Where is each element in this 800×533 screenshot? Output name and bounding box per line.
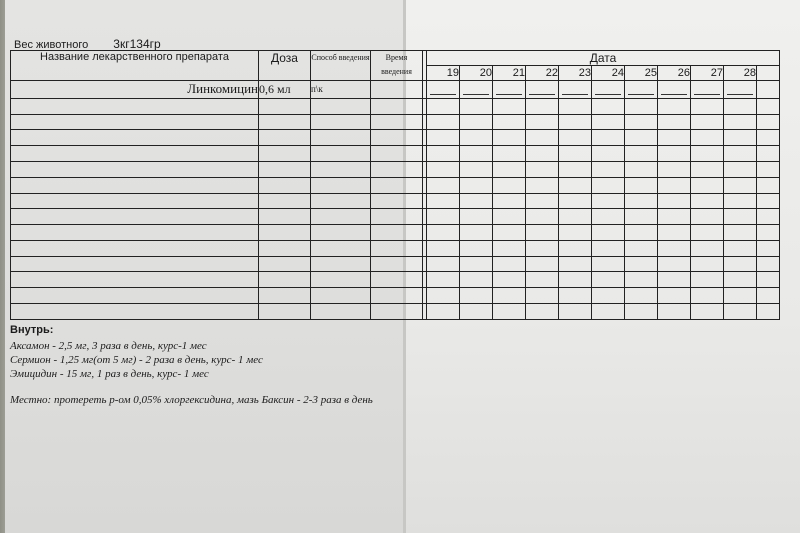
empty-cell [559, 209, 592, 225]
empty-cell [493, 256, 526, 272]
empty-cell [259, 272, 311, 288]
table-row [11, 304, 780, 320]
empty-cell [724, 162, 757, 178]
notes-local: Местно: протереть р-ом 0,05% хлоргексидина, мазь Баксин - 2-3 раза в день [10, 394, 373, 406]
empty-cell [724, 240, 757, 256]
empty-cell [658, 225, 691, 241]
empty-cell [592, 98, 625, 114]
empty-cell [691, 240, 724, 256]
header-day: 26 [658, 66, 691, 81]
table-row [11, 209, 780, 225]
empty-cell [427, 130, 460, 146]
table-row [11, 146, 780, 162]
empty-cell [526, 272, 559, 288]
empty-cell [493, 288, 526, 304]
empty-cell [460, 146, 493, 162]
empty-cell [559, 146, 592, 162]
empty-cell [371, 209, 423, 225]
empty-cell [592, 162, 625, 178]
header-day: 27 [691, 66, 724, 81]
empty-cell [427, 146, 460, 162]
empty-cell [757, 146, 780, 162]
empty-cell [592, 240, 625, 256]
day-mark-cell [592, 81, 625, 99]
empty-cell [259, 304, 311, 320]
empty-cell [724, 256, 757, 272]
empty-cell [757, 272, 780, 288]
empty-cell [724, 209, 757, 225]
empty-cell [259, 288, 311, 304]
empty-cell [592, 146, 625, 162]
empty-cell [724, 225, 757, 241]
empty-cell [724, 288, 757, 304]
empty-cell [658, 272, 691, 288]
empty-cell [259, 98, 311, 114]
empty-cell [757, 240, 780, 256]
header-time: Время введения [371, 51, 423, 81]
empty-cell [259, 193, 311, 209]
empty-cell [757, 288, 780, 304]
empty-cell [592, 288, 625, 304]
empty-cell [625, 272, 658, 288]
empty-cell [427, 240, 460, 256]
empty-cell [11, 240, 259, 256]
empty-cell [559, 240, 592, 256]
day-mark-cell [493, 81, 526, 99]
empty-cell [311, 240, 371, 256]
empty-cell [625, 256, 658, 272]
empty-cell [493, 146, 526, 162]
empty-cell [371, 240, 423, 256]
empty-cell [371, 304, 423, 320]
header-day: 24 [592, 66, 625, 81]
empty-cell [371, 98, 423, 114]
animal-weight [14, 37, 161, 51]
empty-cell [526, 240, 559, 256]
empty-cell [311, 193, 371, 209]
empty-cell [259, 162, 311, 178]
empty-cell [11, 193, 259, 209]
empty-cell [625, 240, 658, 256]
table-row [11, 256, 780, 272]
empty-cell [427, 193, 460, 209]
empty-cell [311, 272, 371, 288]
empty-cell [592, 209, 625, 225]
table-row [11, 130, 780, 146]
empty-cell [757, 114, 780, 130]
empty-cell [625, 130, 658, 146]
empty-cell [371, 193, 423, 209]
empty-cell [691, 304, 724, 320]
empty-cell [691, 272, 724, 288]
empty-cell [259, 256, 311, 272]
empty-cell [691, 98, 724, 114]
empty-cell [757, 98, 780, 114]
empty-cell [493, 98, 526, 114]
weight-label: Вес животного [14, 39, 89, 51]
header-route: Способ введения [311, 51, 371, 81]
empty-cell [526, 177, 559, 193]
empty-cell [526, 98, 559, 114]
empty-cell [259, 209, 311, 225]
table-row [11, 240, 780, 256]
dose-cell: 0,6 мл [259, 81, 311, 99]
empty-cell [371, 177, 423, 193]
empty-cell [460, 162, 493, 178]
empty-cell [427, 256, 460, 272]
day-mark-cell [625, 81, 658, 99]
empty-cell [493, 114, 526, 130]
empty-cell [559, 272, 592, 288]
empty-cell [311, 209, 371, 225]
empty-cell [427, 272, 460, 288]
empty-cell [11, 256, 259, 272]
table-row [11, 272, 780, 288]
empty-cell [11, 209, 259, 225]
empty-cell [427, 114, 460, 130]
empty-cell [259, 177, 311, 193]
table-row [11, 177, 780, 193]
empty-cell [691, 114, 724, 130]
day-cell [757, 81, 780, 99]
empty-cell [371, 114, 423, 130]
empty-cell [691, 162, 724, 178]
header-day: 20 [460, 66, 493, 81]
empty-cell [11, 304, 259, 320]
header-date: Дата [427, 51, 780, 66]
notes-line: Сермион - 1,25 мг(от 5 мг) - 2 раза в день, курс- 1 мес [10, 354, 263, 366]
empty-cell [11, 98, 259, 114]
empty-cell [691, 225, 724, 241]
empty-cell [658, 240, 691, 256]
empty-cell [371, 130, 423, 146]
empty-cell [526, 225, 559, 241]
empty-cell [724, 304, 757, 320]
empty-cell [625, 146, 658, 162]
empty-cell [11, 272, 259, 288]
empty-cell [592, 130, 625, 146]
empty-cell [691, 209, 724, 225]
empty-cell [427, 304, 460, 320]
empty-cell [493, 162, 526, 178]
empty-cell [526, 193, 559, 209]
empty-cell [11, 162, 259, 178]
day-mark-cell [559, 81, 592, 99]
table-row [11, 98, 780, 114]
empty-cell [691, 177, 724, 193]
treatment-notes [10, 323, 530, 407]
empty-cell [460, 288, 493, 304]
empty-cell [559, 225, 592, 241]
empty-cell [311, 256, 371, 272]
empty-cell [460, 209, 493, 225]
empty-cell [592, 193, 625, 209]
day-mark-cell [460, 81, 493, 99]
empty-cell [11, 146, 259, 162]
empty-cell [757, 209, 780, 225]
empty-cell [658, 193, 691, 209]
empty-cell [259, 146, 311, 162]
weight-value: 3кг134гр [113, 37, 161, 51]
empty-cell [371, 225, 423, 241]
empty-cell [757, 177, 780, 193]
empty-cell [11, 225, 259, 241]
empty-cell [592, 304, 625, 320]
empty-cell [691, 193, 724, 209]
empty-cell [559, 288, 592, 304]
header-day: 21 [493, 66, 526, 81]
empty-cell [724, 272, 757, 288]
empty-cell [460, 130, 493, 146]
empty-cell [526, 146, 559, 162]
empty-cell [311, 146, 371, 162]
empty-cell [625, 114, 658, 130]
empty-cell [526, 288, 559, 304]
empty-cell [259, 225, 311, 241]
empty-cell [460, 177, 493, 193]
empty-cell [493, 225, 526, 241]
empty-cell [559, 256, 592, 272]
empty-cell [493, 304, 526, 320]
header-day: 28 [724, 66, 757, 81]
empty-cell [493, 240, 526, 256]
empty-cell [526, 256, 559, 272]
empty-cell [592, 225, 625, 241]
empty-cell [592, 114, 625, 130]
empty-cell [559, 162, 592, 178]
empty-cell [592, 256, 625, 272]
empty-cell [259, 130, 311, 146]
empty-cell [625, 162, 658, 178]
empty-cell [259, 114, 311, 130]
empty-cell [460, 114, 493, 130]
empty-cell [427, 225, 460, 241]
empty-cell [592, 177, 625, 193]
empty-cell [11, 177, 259, 193]
medication-table [10, 50, 780, 320]
empty-cell [427, 98, 460, 114]
empty-cell [526, 304, 559, 320]
empty-cell [658, 256, 691, 272]
empty-cell [691, 288, 724, 304]
empty-cell [757, 256, 780, 272]
empty-cell [311, 114, 371, 130]
empty-cell [427, 209, 460, 225]
empty-cell [625, 225, 658, 241]
empty-cell [724, 130, 757, 146]
empty-cell [625, 304, 658, 320]
empty-cell [592, 272, 625, 288]
empty-cell [427, 288, 460, 304]
empty-cell [658, 114, 691, 130]
empty-cell [559, 177, 592, 193]
empty-cell [11, 114, 259, 130]
empty-cell [559, 304, 592, 320]
empty-cell [724, 193, 757, 209]
empty-cell [658, 177, 691, 193]
empty-cell [427, 162, 460, 178]
empty-cell [625, 193, 658, 209]
empty-cell [724, 146, 757, 162]
notes-heading: Внутрь: [10, 324, 54, 336]
drug-name-cell: Линкомицин [11, 81, 259, 99]
empty-cell [311, 288, 371, 304]
empty-cell [493, 272, 526, 288]
header-day-blank [757, 66, 780, 81]
empty-cell [311, 130, 371, 146]
empty-cell [757, 304, 780, 320]
empty-cell [311, 98, 371, 114]
table-row [11, 114, 780, 130]
empty-cell [460, 272, 493, 288]
empty-cell [724, 98, 757, 114]
empty-cell [658, 146, 691, 162]
empty-cell [493, 130, 526, 146]
empty-cell [427, 177, 460, 193]
header-dose: Доза [259, 51, 311, 81]
empty-cell [371, 256, 423, 272]
empty-cell [493, 209, 526, 225]
empty-cell [311, 304, 371, 320]
empty-cell [371, 288, 423, 304]
notes-line: Аксамон - 2,5 мг, 3 раза в день, курс-1 мес [10, 340, 207, 352]
table-row [11, 162, 780, 178]
day-mark-cell [724, 81, 757, 99]
empty-cell [259, 240, 311, 256]
notes-line: Эмицидин - 15 мг, 1 раз в день, курс- 1 мес [10, 368, 209, 380]
day-mark-cell [658, 81, 691, 99]
empty-cell [460, 225, 493, 241]
empty-cell [311, 177, 371, 193]
header-day: 22 [526, 66, 559, 81]
empty-cell [460, 240, 493, 256]
empty-cell [460, 98, 493, 114]
empty-cell [526, 114, 559, 130]
empty-cell [757, 193, 780, 209]
time-cell [371, 81, 423, 99]
route-cell: п\к [311, 81, 371, 99]
day-mark-cell [427, 81, 460, 99]
empty-cell [493, 193, 526, 209]
empty-cell [11, 130, 259, 146]
empty-cell [724, 114, 757, 130]
empty-cell [691, 256, 724, 272]
empty-cell [460, 256, 493, 272]
empty-cell [460, 304, 493, 320]
header-day: 25 [625, 66, 658, 81]
day-mark-cell [691, 81, 724, 99]
empty-cell [371, 146, 423, 162]
table-row-linkomycin [11, 81, 780, 99]
empty-cell [658, 130, 691, 146]
empty-cell [625, 209, 658, 225]
empty-cell [658, 304, 691, 320]
empty-cell [493, 177, 526, 193]
empty-cell [559, 98, 592, 114]
empty-cell [625, 288, 658, 304]
empty-cell [724, 177, 757, 193]
empty-cell [460, 193, 493, 209]
empty-cell [625, 98, 658, 114]
empty-cell [757, 162, 780, 178]
table-row [11, 225, 780, 241]
empty-cell [658, 98, 691, 114]
empty-cell [311, 225, 371, 241]
empty-cell [559, 114, 592, 130]
day-mark-cell [526, 81, 559, 99]
empty-cell [526, 209, 559, 225]
table-body [11, 81, 780, 320]
empty-cell [371, 162, 423, 178]
empty-cell [526, 162, 559, 178]
empty-cell [11, 288, 259, 304]
header-drug-name: Название лекарственного препарата [11, 51, 259, 81]
empty-cell [526, 130, 559, 146]
empty-cell [658, 288, 691, 304]
empty-cell [658, 162, 691, 178]
empty-cell [691, 146, 724, 162]
empty-cell [757, 225, 780, 241]
empty-cell [559, 130, 592, 146]
empty-cell [311, 162, 371, 178]
empty-cell [371, 272, 423, 288]
header-day: 23 [559, 66, 592, 81]
table-row [11, 193, 780, 209]
header-day: 19 [427, 66, 460, 81]
empty-cell [757, 130, 780, 146]
empty-cell [691, 130, 724, 146]
empty-cell [559, 193, 592, 209]
empty-cell [625, 177, 658, 193]
table-row [11, 288, 780, 304]
empty-cell [658, 209, 691, 225]
